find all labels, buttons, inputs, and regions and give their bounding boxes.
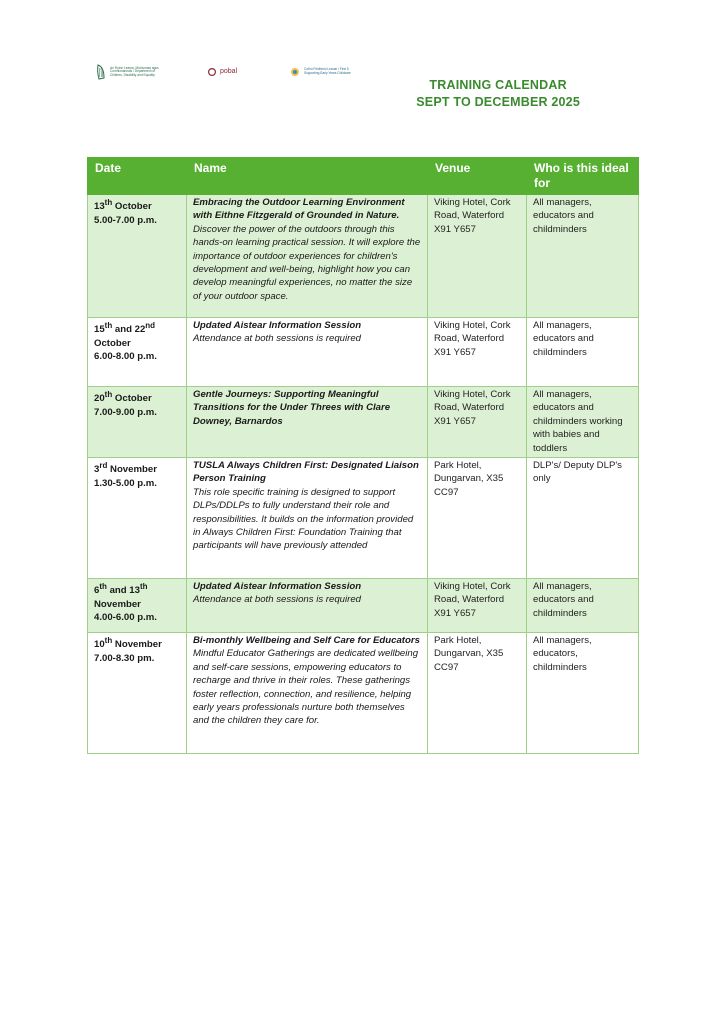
- month-text: November: [94, 598, 141, 610]
- session-cell: [187, 633, 428, 754]
- session-cell: [187, 458, 428, 579]
- page-title: [416, 77, 580, 111]
- session-description: Discover the power of the outdoors through this hands-on learning practical session. It will explore the importance of outdoor experiences for children's development and well-being, highlight how you can develop meaningful experiences, no matter the size of your outdoor space.: [193, 223, 421, 302]
- harp-icon: [96, 64, 106, 80]
- title-line-2: SEPT TO DECEMBER 2025: [416, 95, 580, 109]
- month-text: October: [94, 337, 131, 349]
- table-row: [88, 579, 639, 633]
- venue-cell: Park Hotel, Dungarvan, X35 CC97: [428, 633, 527, 754]
- time-text: 7.00-8.30 pm.: [94, 652, 155, 664]
- session-description: Attendance at both sessions is required: [193, 594, 361, 606]
- table-header-row: [88, 158, 639, 195]
- session-title: Updated Aistear Information Session: [193, 320, 362, 331]
- date-cell: [88, 387, 187, 458]
- venue-cell: Viking Hotel, Cork Road, Waterford X91 Y657: [428, 579, 527, 633]
- date-cell: [88, 579, 187, 633]
- table-row: [88, 318, 639, 387]
- venue-cell: Viking Hotel, Cork Road, Waterford X91 Y657: [428, 318, 527, 387]
- pobal-logo: [208, 68, 250, 76]
- department-logo-text: An Roinn Leanaí, Míchumais agus Comhionannais / Department of Children, Disability and Equality: [110, 65, 159, 77]
- table-row: [88, 387, 639, 458]
- time-text: 1.30-5.00 p.m.: [94, 477, 157, 489]
- table-row: [88, 458, 639, 579]
- date-text: 15th and 22nd: [94, 321, 156, 336]
- time-text: 6.00-8.00 p.m.: [94, 351, 157, 362]
- session-title: Bi-monthly Wellbeing and Self Care for Educators: [193, 635, 420, 647]
- session-description: This role specific training is designed to support DLPs/DDLPs to fully understand their role and responsibilities. It builds on the information provided in Always Children First: Foundation Training that participants will have previously attended: [193, 486, 414, 552]
- session-description: Mindful Educator Gatherings are dedicated wellbeing and self-care sessions, empowering educators to recharge and thrive in their roles. These gatherings foster reflection, connection, and resilience, helping early years professionals nurture both themselves and the children they care for.: [193, 648, 419, 727]
- audience-cell: All managers, educators and childminders: [527, 318, 639, 387]
- column-header-date: Date: [88, 158, 187, 195]
- audience-cell: All managers, educators and childminders: [527, 579, 639, 633]
- audience-cell: All managers, educators and childminders: [527, 195, 639, 318]
- session-title: Updated Aistear Information Session: [193, 581, 362, 593]
- time-text: 4.00-6.00 p.m.: [94, 612, 157, 624]
- session-cell: [187, 195, 428, 318]
- first5-logo: [290, 64, 352, 80]
- date-text: 6th and 13th: [94, 582, 148, 597]
- session-title: Gentle Journeys: Supporting Meaningful Transitions for the Under Threes with Clare Downey, Barnardos: [193, 389, 391, 427]
- pobal-mark-icon: [208, 68, 216, 76]
- first5-logo-text: Cothú Féidhmiú Leanaí / First 5 Supporting Early Years Childcare: [304, 67, 351, 75]
- session-cell: [187, 387, 428, 458]
- table-row: [88, 633, 639, 754]
- date-text: 3rd November: [94, 461, 157, 476]
- audience-cell: DLP's/ Deputy DLP's only: [527, 458, 639, 579]
- session-cell: [187, 579, 428, 633]
- venue-cell: Viking Hotel, Cork Road, Waterford X91 Y657: [428, 195, 527, 318]
- session-description: Attendance at both sessions is required: [193, 333, 361, 345]
- audience-cell: All managers, educators and childminders working with babies and toddlers: [527, 387, 639, 458]
- date-text: 20th October: [94, 390, 152, 405]
- date-cell: [88, 633, 187, 754]
- column-header-name: Name: [187, 158, 428, 195]
- venue-cell: Viking Hotel, Cork Road, Waterford X91 Y657: [428, 387, 527, 458]
- training-calendar-table: [87, 157, 639, 754]
- column-header-audience: Who is this ideal for: [527, 158, 639, 195]
- audience-cell: All managers, educators, childminders: [527, 633, 639, 754]
- date-text: 10th November: [94, 636, 162, 651]
- table-row: [88, 195, 639, 318]
- logo-strip: [96, 64, 392, 80]
- date-cell: [88, 195, 187, 318]
- venue-cell: Park Hotel, Dungarvan, X35 CC97: [428, 458, 527, 579]
- time-text: 5.00-7.00 p.m.: [94, 214, 157, 226]
- first5-mark-icon: [290, 64, 300, 80]
- session-cell: [187, 318, 428, 387]
- date-cell: [88, 458, 187, 579]
- column-header-venue: Venue: [428, 158, 527, 195]
- pobal-logo-text: pobal: [220, 68, 238, 75]
- time-text: 7.00-9.00 p.m.: [94, 406, 157, 418]
- department-logo: [96, 64, 168, 80]
- date-cell: [88, 318, 187, 387]
- session-title: TUSLA Always Children First: Designated Liaison Person Training: [193, 460, 419, 485]
- date-text: 13th October: [94, 198, 152, 213]
- title-line-1: TRAINING CALENDAR: [429, 78, 567, 92]
- session-title: Embracing the Outdoor Learning Environment with Eithne Fitzgerald of Grounded in Nature.: [193, 197, 405, 222]
